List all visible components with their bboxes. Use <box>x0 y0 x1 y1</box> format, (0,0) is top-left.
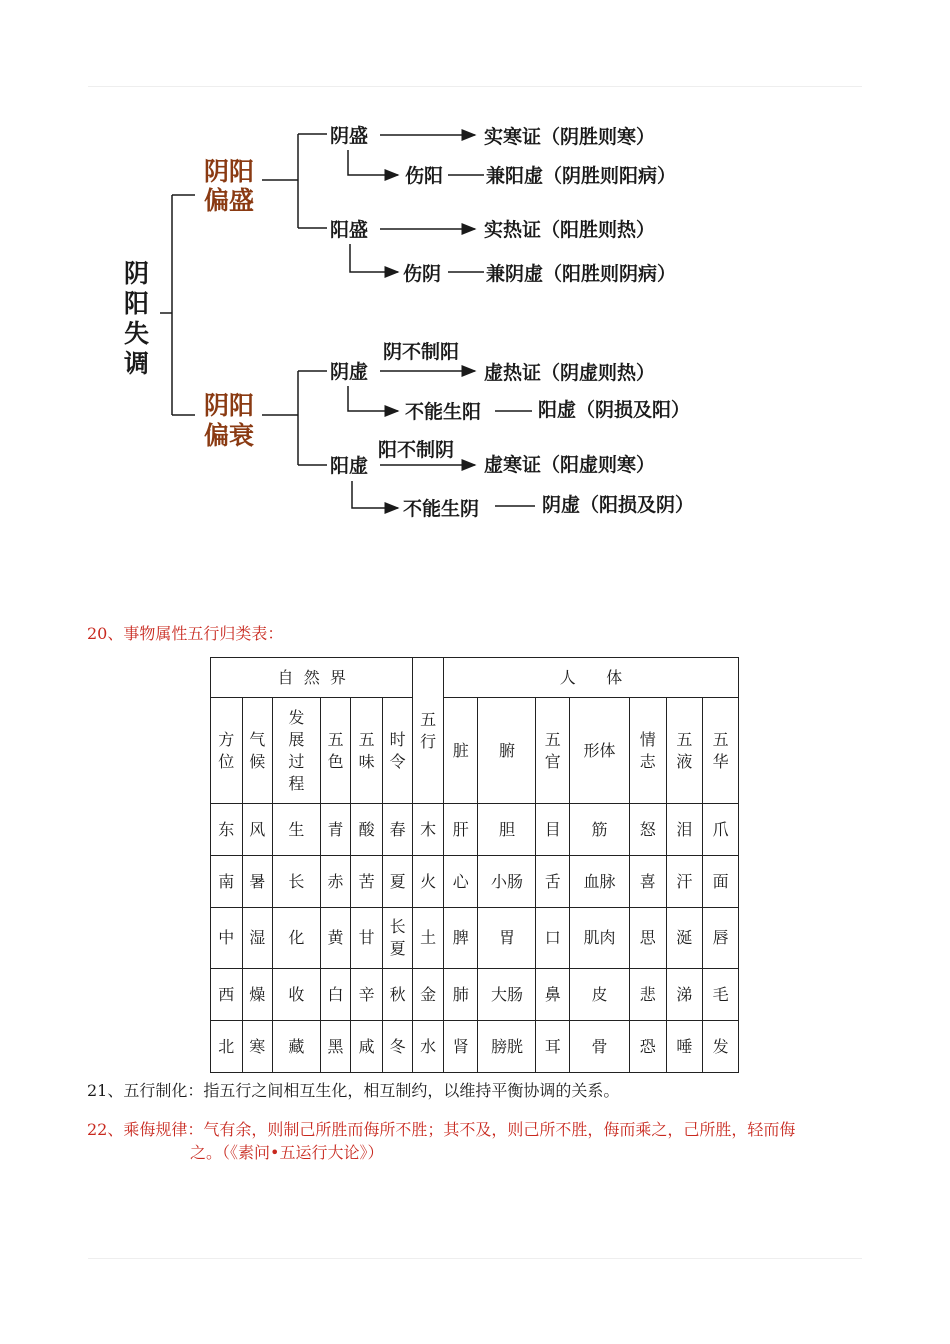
table-cell: 藏 <box>273 1021 321 1073</box>
table-row <box>211 856 739 908</box>
table-cell: 思 <box>630 908 667 969</box>
table-cell: 怒 <box>630 804 667 856</box>
yin-bu-zhi-yang: 阴不制阳 <box>383 341 460 363</box>
shang-yang: 伤阳 <box>405 165 444 187</box>
table-cell: 舌 <box>536 856 570 908</box>
table-cell: 咸 <box>351 1021 383 1073</box>
table-cell: 中 <box>211 908 243 969</box>
table-cell: 木 <box>413 804 444 856</box>
table-cell: 土 <box>413 908 444 969</box>
table-cell: 涎 <box>666 908 703 969</box>
table-cell: 北 <box>211 1021 243 1073</box>
bottom-rule <box>88 1258 862 1259</box>
yin-xu: 阴虚 <box>330 361 369 383</box>
table-cell: 大肠 <box>478 969 536 1021</box>
table-cell: 湿 <box>242 908 273 969</box>
yin-xu-result: 虚热证（阴虚则热） <box>484 362 656 384</box>
shang-yang-result: 兼阳虚（阴胜则阳病） <box>486 165 677 187</box>
table-cell: 泪 <box>666 804 703 856</box>
column-header: 脏 <box>443 698 478 804</box>
table-cell: 口 <box>536 908 570 969</box>
table-cell: 酸 <box>351 804 383 856</box>
table-cell: 金 <box>413 969 444 1021</box>
yang-xu-result: 虚寒证（阳虚则寒） <box>484 454 656 476</box>
root-char: 调 <box>124 349 150 378</box>
table-cell: 白 <box>320 969 351 1021</box>
table-body <box>211 804 739 1073</box>
table-cell: 辛 <box>351 969 383 1021</box>
column-header: 五官 <box>536 698 570 804</box>
table-cell: 胆 <box>478 804 536 856</box>
column-header: 五华 <box>703 698 739 804</box>
table-cell: 发 <box>703 1021 739 1073</box>
pian-sheng-line2: 偏盛 <box>204 186 255 215</box>
table-cell: 胃 <box>478 908 536 969</box>
yin-sheng-result: 实寒证（阴胜则寒） <box>484 126 656 148</box>
table-cell: 夏 <box>382 856 413 908</box>
column-header: 情志 <box>630 698 667 804</box>
table-cell: 血脉 <box>570 856 630 908</box>
column-header: 形体 <box>570 698 630 804</box>
table-cell: 燥 <box>242 969 273 1021</box>
table-cell: 肝 <box>443 804 478 856</box>
group-wuxing: 五行 <box>413 658 444 804</box>
table-cell: 膀胱 <box>478 1021 536 1073</box>
table-cell: 冬 <box>382 1021 413 1073</box>
table-cell: 骨 <box>570 1021 630 1073</box>
wuxing-table <box>210 657 739 1073</box>
table-cell: 火 <box>413 856 444 908</box>
yin-sheng: 阴盛 <box>330 125 369 147</box>
section-22-line2: 之。（《素问•五运行大论》） <box>190 1143 384 1162</box>
table-cell: 寒 <box>242 1021 273 1073</box>
column-header: 五液 <box>666 698 703 804</box>
root-char: 阳 <box>124 289 150 318</box>
table-cell: 恐 <box>630 1021 667 1073</box>
table-row <box>211 908 739 969</box>
table-cell: 东 <box>211 804 243 856</box>
table-cell: 唾 <box>666 1021 703 1073</box>
table-cell: 化 <box>273 908 321 969</box>
group-nature: 自 然 界 <box>211 658 413 698</box>
table-cell: 涕 <box>666 969 703 1021</box>
table-cell: 西 <box>211 969 243 1021</box>
table-cell: 肾 <box>443 1021 478 1073</box>
pian-sheng-line1: 阴阳 <box>204 157 255 186</box>
table-cell: 水 <box>413 1021 444 1073</box>
table-cell: 青 <box>320 804 351 856</box>
table-cell: 长 <box>273 856 321 908</box>
column-header: 腑 <box>478 698 536 804</box>
pian-shuai-line1: 阴阳 <box>204 391 255 420</box>
column-header: 气候 <box>242 698 273 804</box>
pian-shuai-line2: 偏衰 <box>204 421 255 450</box>
table-cell: 收 <box>273 969 321 1021</box>
table-cell: 春 <box>382 804 413 856</box>
table-row <box>211 969 739 1021</box>
table-cell: 皮 <box>570 969 630 1021</box>
column-header: 五色 <box>320 698 351 804</box>
shang-yin: 伤阴 <box>403 263 442 285</box>
table-cell: 唇 <box>703 908 739 969</box>
group-header-row <box>211 658 739 698</box>
bu-neng-sheng-yin: 不能生阴 <box>403 498 480 520</box>
column-header: 五味 <box>351 698 383 804</box>
table-cell: 赤 <box>320 856 351 908</box>
root-char: 阴 <box>124 259 150 288</box>
table-cell: 心 <box>443 856 478 908</box>
table-cell: 鼻 <box>536 969 570 1021</box>
table-cell: 筋 <box>570 804 630 856</box>
table-cell: 汗 <box>666 856 703 908</box>
group-body: 人 体 <box>443 658 738 698</box>
table-row <box>211 804 739 856</box>
table-cell: 黑 <box>320 1021 351 1073</box>
table-cell: 黄 <box>320 908 351 969</box>
yang-sheng-result: 实热证（阳胜则热） <box>484 219 656 241</box>
table-cell: 脾 <box>443 908 478 969</box>
column-header: 发展过程 <box>273 698 321 804</box>
table-cell: 肌肉 <box>570 908 630 969</box>
table-cell: 爪 <box>703 804 739 856</box>
table-cell: 面 <box>703 856 739 908</box>
table-cell: 毛 <box>703 969 739 1021</box>
table-cell: 喜 <box>630 856 667 908</box>
table-cell: 肺 <box>443 969 478 1021</box>
table-cell: 甘 <box>351 908 383 969</box>
section-22-line1: 22、乘侮规律：气有余，则制己所胜而侮所不胜；其不及，则己所不胜，侮而乘之，己所胜，轻而侮 <box>87 1120 796 1139</box>
table-cell: 小肠 <box>478 856 536 908</box>
column-header: 方位 <box>211 698 243 804</box>
shang-yin-result: 兼阴虚（阳胜则阴病） <box>486 263 677 285</box>
table-cell: 耳 <box>536 1021 570 1073</box>
yin-xu-result2: 阴虚（阳损及阴） <box>542 494 695 516</box>
table-cell: 目 <box>536 804 570 856</box>
bu-neng-sheng-yang: 不能生阳 <box>405 401 482 423</box>
table-cell: 苦 <box>351 856 383 908</box>
table-cell: 风 <box>242 804 273 856</box>
yang-xu: 阳虚 <box>330 455 369 477</box>
column-header: 时令 <box>382 698 413 804</box>
yang-sheng: 阳盛 <box>330 219 369 241</box>
table-cell: 悲 <box>630 969 667 1021</box>
table-cell: 长夏 <box>382 908 413 969</box>
root-char: 失 <box>124 319 150 348</box>
column-header-row <box>211 698 739 804</box>
table-cell: 秋 <box>382 969 413 1021</box>
table-cell: 暑 <box>242 856 273 908</box>
section-20-title: 20、事物属性五行归类表： <box>87 624 284 643</box>
table-cell: 生 <box>273 804 321 856</box>
table-row <box>211 1021 739 1073</box>
root-label <box>124 259 149 378</box>
yang-bu-zhi-yin: 阳不制阴 <box>378 439 455 461</box>
yang-xu-result2: 阳虚（阴损及阳） <box>538 399 691 421</box>
section-21-text: 21、五行制化：指五行之间相互生化，相互制约，以维持平衡协调的关系。 <box>87 1081 620 1100</box>
yinyang-imbalance-diagram <box>0 0 950 560</box>
table-cell: 南 <box>211 856 243 908</box>
